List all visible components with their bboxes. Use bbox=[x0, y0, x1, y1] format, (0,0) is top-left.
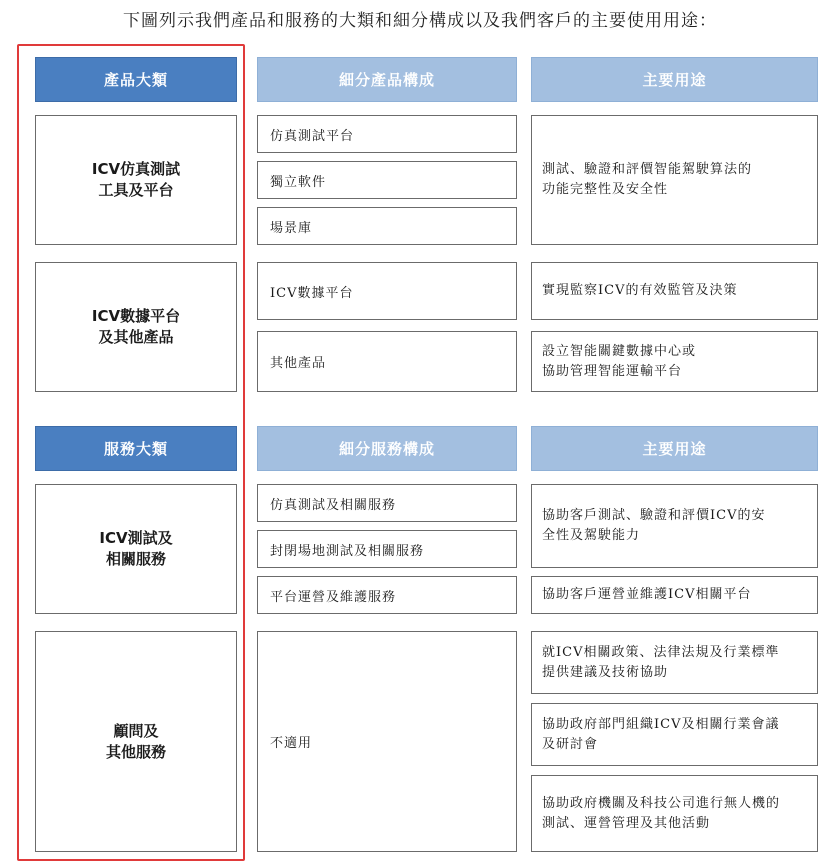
usage-line: 協助客戶運營並維護ICV相關平台 bbox=[542, 587, 752, 602]
sub-item-label: ICV數據平台 bbox=[270, 285, 354, 301]
category-line: ICV測試及 bbox=[99, 529, 173, 547]
sub-item-label: 獨立軟件 bbox=[270, 174, 327, 190]
sub-item bbox=[257, 207, 517, 245]
header-service-usage: 主要用途 bbox=[531, 426, 818, 471]
sub-item bbox=[257, 530, 517, 568]
category-line: ICV數據平台 bbox=[91, 307, 181, 325]
header-service-breakdown: 細分服務構成 bbox=[257, 426, 517, 471]
usage-line: 功能完整性及安全性 bbox=[542, 182, 669, 197]
sub-item-label: 其他產品 bbox=[270, 356, 327, 371]
usage-line: 協助管理智能運輸平台 bbox=[542, 363, 683, 379]
sub-item-label: 場景庫 bbox=[270, 220, 313, 236]
sub-item-label: 不適用 bbox=[270, 736, 313, 751]
category-line: 相關服務 bbox=[105, 550, 166, 568]
usage-line: 測試、驗證和評價智能駕駛算法的 bbox=[542, 162, 753, 177]
header-service-category: 服務大類 bbox=[35, 426, 237, 471]
usage-item bbox=[531, 775, 818, 852]
usage-line: 及研討會 bbox=[542, 736, 599, 752]
header-product-usage: 主要用途 bbox=[531, 57, 818, 102]
category-line: 其他服務 bbox=[105, 742, 166, 761]
usage-line: 協助客戶測試、驗證和評價ICV的安 bbox=[542, 508, 766, 523]
usage-line: 設立智能關鍵數據中心或 bbox=[542, 343, 697, 359]
usage-item bbox=[531, 576, 818, 614]
header-product-category: 產品大類 bbox=[35, 57, 237, 102]
usage-item bbox=[531, 331, 818, 392]
category-line: ICV仿真測試 bbox=[91, 160, 181, 178]
usage-line: 實現監察ICV的有效監管及決策 bbox=[542, 283, 738, 298]
usage-item bbox=[531, 115, 818, 245]
usage-line: 全性及駕駛能力 bbox=[542, 528, 641, 543]
sub-item-label: 仿真測試平台 bbox=[270, 128, 355, 144]
highlight-frame bbox=[17, 44, 245, 861]
usage-item bbox=[531, 631, 818, 694]
sub-item-label: 封閉場地測試及相關服務 bbox=[270, 543, 425, 559]
sub-item-label: 平台運營及維護服務 bbox=[270, 589, 397, 605]
category-line: 顧問及 bbox=[113, 721, 159, 740]
sub-item bbox=[257, 576, 517, 614]
sub-item bbox=[257, 631, 517, 852]
usage-item bbox=[531, 703, 818, 766]
sub-item bbox=[257, 484, 517, 522]
sub-item-label: 仿真測試及相關服務 bbox=[270, 497, 397, 513]
sub-item bbox=[257, 161, 517, 199]
usage-line: 協助政府部門組織ICV及相關行業會議 bbox=[542, 716, 780, 732]
usage-item bbox=[531, 484, 818, 568]
category-line: 工具及平台 bbox=[98, 181, 174, 199]
sub-item bbox=[257, 115, 517, 153]
usage-line: 測試、運營管理及其他活動 bbox=[542, 815, 711, 831]
usage-line: 就ICV相關政策、法律法規及行業標準 bbox=[542, 644, 780, 660]
usage-line: 協助政府機關及科技公司進行無人機的 bbox=[542, 795, 781, 811]
header-product-breakdown: 細分產品構成 bbox=[257, 57, 517, 102]
usage-item bbox=[531, 262, 818, 320]
page-caption: 下圖列示我們產品和服務的大類和細分構成以及我們客戶的主要使用用途： bbox=[123, 11, 717, 31]
usage-line: 提供建議及技術協助 bbox=[542, 664, 669, 680]
category-line: 及其他產品 bbox=[98, 328, 174, 346]
sub-item bbox=[257, 331, 517, 392]
sub-item bbox=[257, 262, 517, 320]
